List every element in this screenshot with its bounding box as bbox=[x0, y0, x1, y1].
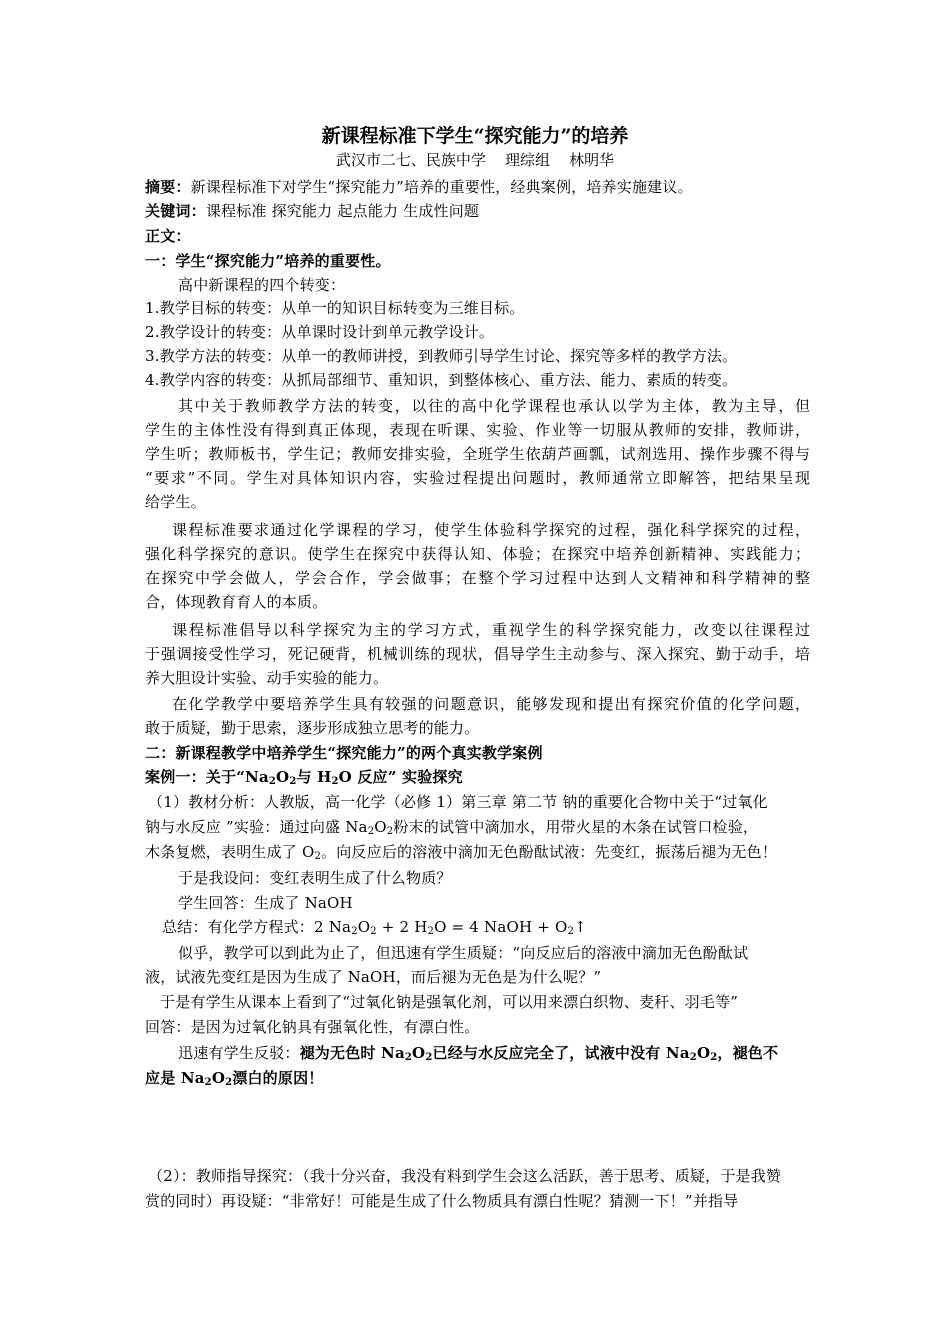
paragraph-line: 于是有学生从课本上看到了“过氧化钠是强氧化剂，可以用来漂白织物、麦秆、羽毛等” bbox=[160, 993, 739, 1011]
paragraph-line: 学生的主体性没有得到真正体现，表现在听课、实验、作业等一切服从教师的安排，教师讲， bbox=[145, 421, 810, 439]
list-item: 3.教学方法的转变：从单一的教师讲授，到教师引导学生讨论、探究等多样的教学方法。 bbox=[145, 347, 738, 365]
paragraph-line: 强化科学探究的意识。使学生在探究中获得认知、体验；在探究中培养创新精神、实践能力； bbox=[145, 545, 810, 563]
paragraph-line: 合，体现教育育人的本质。 bbox=[145, 593, 328, 611]
paragraph-line: （2）：教师指导探究：（我十分兴奋，我没有料到学生会这么活跃，善于思考、质疑，于是我赞 bbox=[148, 1167, 782, 1185]
paragraph-line: 学生听；教师板书，学生记；教师安排实验，全班学生依葫芦画瓢，试剂选用、操作步骤不得与 bbox=[145, 445, 810, 463]
body-label: 正文： bbox=[145, 227, 191, 245]
keywords-line bbox=[145, 199, 479, 223]
list-item: 4.教学内容的转变：从抓局部细节、重知识，到整体核心、重方法、能力、素质的转变。 bbox=[145, 371, 738, 389]
keywords-text: 课程标准 探究能力 起点能力 生成性问题 bbox=[205, 202, 480, 220]
list-item: 1.教学目标的转变：从单一的知识目标转变为三维目标。 bbox=[145, 299, 525, 317]
section1-heading: 一：学生“探究能力”培养的重要性。 bbox=[145, 252, 391, 270]
paragraph-line: 课程标准倡导以科学探究为主的学习方式，重视学生的科学探究能力，改变以往课程过 bbox=[172, 621, 810, 639]
abstract-text: 新课程标准下对学生“探究能力”培养的重要性，经典案例，培养实施建议。 bbox=[190, 178, 693, 196]
paragraph-line: 回答：是因为过氧化钠具有强氧化性，有漂白性。 bbox=[145, 1018, 480, 1036]
equation-line: 总结：有化学方程式：2 $Na_2O_2 + 2$ $H_2O = 4$ NaOH + $O_2↑$ bbox=[162, 918, 587, 937]
paragraph-line: 课程标准要求通过化学课程的学习，使学生体验科学探究的过程，强化科学探究的过程， bbox=[172, 521, 810, 539]
case1-heading: 案例一：关于“$Na_2O_2$与 $H_2O$ 反应” 实验探究 bbox=[145, 768, 463, 787]
abstract-line bbox=[145, 175, 693, 199]
paragraph-line: 在探究中学会做人，学会合作，学会做事；在整个学习过程中达到人文精神和科学精神的整 bbox=[145, 569, 810, 587]
paragraph-line: 其中关于教师教学方法的转变，以往的高中化学课程也承认以学为主体，教为主导，但 bbox=[178, 397, 810, 415]
section2-heading: 二：新课程教学中培养学生“探究能力”的两个真实教学案例 bbox=[145, 744, 543, 762]
list-item: 2.教学设计的转变：从单课时设计到单元教学设计。 bbox=[145, 323, 495, 341]
section1-intro: 高中新课程的四个转变： bbox=[178, 276, 346, 294]
paragraph-line: 敢于质疑，勤于思索，逐步形成独立思考的能力。 bbox=[145, 719, 480, 737]
analysis-line: 钠与水反应 ”实验：通过向盛 $Na_2O_2$粉末的试管中滴加水，用带火星的木条在试管口检验， bbox=[145, 818, 759, 837]
paragraph-line: 似乎，教学可以到此为止了，但迅速有学生质疑：“向反应后的溶液中滴加无色酚酞试 bbox=[178, 944, 749, 962]
paragraph-line: 给学生。 bbox=[145, 493, 206, 511]
abstract-label: 摘要： bbox=[145, 178, 191, 196]
keywords-label: 关键词： bbox=[145, 202, 206, 220]
paragraph-line: 在化学教学中要培养学生具有较强的问题意识，能够发现和提出有探究价值的化学问题， bbox=[172, 695, 810, 713]
paragraph-line: 于强调接受性学习，死记硬背，机械训练的现状，倡导学生主动参与、深入探究、勤于动手，培 bbox=[145, 645, 810, 663]
analysis-line: 木条复燃，表明生成了 $O_2$。向反应后的溶液中滴加无色酚酞试液：先变红，振荡后褪为无色！ bbox=[145, 843, 778, 862]
answer-line: 学生回答：生成了 NaOH bbox=[178, 894, 353, 912]
document-title: 新课程标准下学生“探究能力”的培养 bbox=[321, 125, 629, 147]
rebut-line: 应是 $Na_2O_2$漂白的原因！ bbox=[145, 1069, 324, 1088]
paragraph-line: “要求”不同。学生对具体知识内容，实验过程提出问题时，教师通常立即解答，把结果呈现 bbox=[145, 469, 810, 487]
paragraph-line: 养大胆设计实验、动手实验的能力。 bbox=[145, 669, 389, 687]
question-line: 于是我设问：变红表明生成了什么物质？ bbox=[178, 869, 452, 887]
rebut-line: 迅速有学生反驳：褪为无色时 $Na_2O_2$已经与水反应完全了，试液中没有 $Na_2O_2$，褪色不 bbox=[178, 1044, 779, 1063]
paragraph-line: 赏的同时）再设疑：“非常好！可能是生成了什么物质具有漂白性呢？猜测一下！”并指导 bbox=[145, 1192, 739, 1210]
analysis-line: （1）教材分析：人教版，高一化学（必修 1）第三章 第二节 钠的重要化合物中关于“过氧化 bbox=[148, 793, 768, 811]
paragraph-line: 液，试液先变红是因为生成了 NaOH，而后褪为无色是为什么呢？” bbox=[145, 968, 602, 986]
author-line: 武汉市二七、民族中学 理综组 林明华 bbox=[335, 151, 615, 169]
